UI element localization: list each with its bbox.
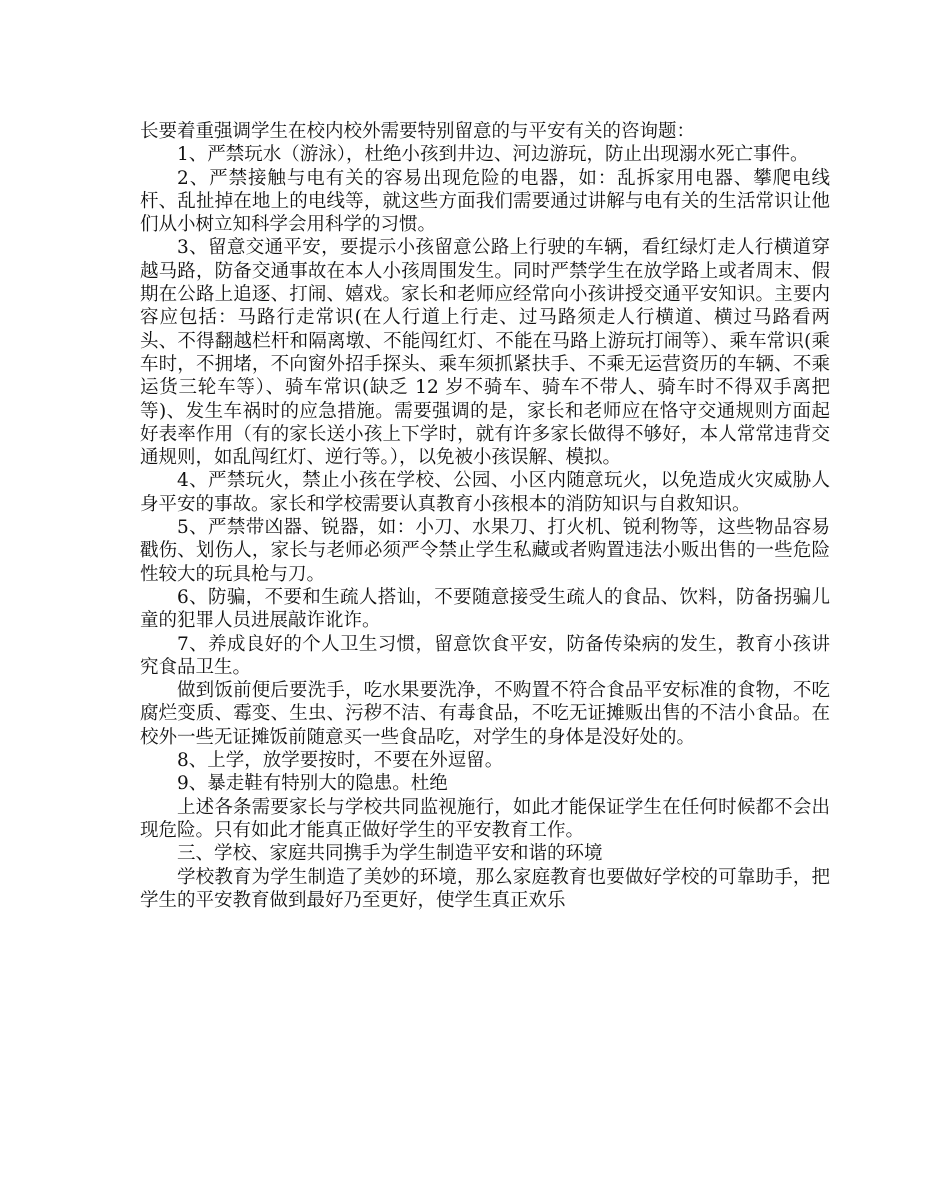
paragraph-item-4: 4、严禁玩火，禁止小孩在学校、公园、小区内随意玩火，以免造成火灾威胁人身平安的事故。家长和学校需要认真教育小孩根本的消防知识与自救知识。 bbox=[140, 470, 830, 515]
paragraph-item-7: 7、养成良好的个人卫生习惯，留意饮食平安，防备传染病的发生，教育小孩讲究食品卫生。 bbox=[140, 633, 830, 678]
document-body bbox=[140, 120, 830, 912]
paragraph-item-1: 1、严禁玩水（游泳），杜绝小孩到井边、河边游玩，防止出现溺水死亡事件。 bbox=[177, 144, 809, 166]
paragraph-food-hygiene: 做到饭前便后要洗手，吃水果要洗净，不购置不符合食品平安标准的食物，不吃腐烂变质、霉变、生虫、污秽不洁、有毒食品，不吃无证摊贩出售的不洁小食品。在校外一些无证摊饭前随意买一些食品吃，对学生的身体是没好处的。 bbox=[140, 680, 830, 748]
paragraph-summary: 上述各条需要家长与学校共同监视施行，如此才能保证学生在任何时候都不会出现危险。只有如此才能真正做好学生的平安教育工作。 bbox=[140, 796, 830, 841]
paragraph-item-6: 6、防骗，不要和生疏人搭讪，不要随意接受生疏人的食品、饮料，防备拐骗儿童的犯罪人员进展敲诈讹诈。 bbox=[140, 586, 830, 632]
paragraph-closing: 学校教育为学生制造了美妙的环境，那么家庭教育也要做好学校的可靠助手，把学生的平安教育做到最好乃至更好，使学生真正欢乐 bbox=[140, 866, 830, 911]
paragraph-item-5: 5、严禁带凶器、锐器，如：小刀、水果刀、打火机、锐利物等，这些物品容易戳伤、划伤人，家长与老师必须严令禁止学生私藏或者购置违法小贩出售的一些危险性较大的玩具枪与刀。 bbox=[140, 517, 830, 585]
paragraph-item-3: 3、留意交通平安，要提示小孩留意公路上行驶的车辆，看红绿灯走人行横道穿越马路，防备交通事故在本人小孩周围发生。同时严禁学生在放学路上或者周末、假期在公路上追逐、打闹、嬉戏。家长和老师应经常向小孩讲授交通平安知识。主要内容应包括：马路行走常识(在人行道上行走、过马路须走人行横道、横过马路看两头、不得翻越栏杆和隔离墩、不能闯红灯、不能在马路上游玩打闹等）、乘车常识(乘车时，不拥堵，不向窗外招手探头、乘车须抓紧扶手、不乘无运营资历的车辆、不乘运货三轮车等）、骑车常识(缺乏 12 岁不骑车、骑车不带人、骑车时不得双手离把等)、发生车祸时的应急措施。需要强调的是，家长和老师应在恪守交通规则方面起好表率作用（有的家长送小孩上下学时，就有许多家长做得不够好，本人常常违背交通规则，如乱闯红灯、逆行等。），以免被小孩误解、模拟。 bbox=[140, 237, 830, 469]
paragraph-item-9: 9、暴走鞋有特别大的隐患。杜绝 bbox=[177, 773, 448, 795]
paragraph-intro: 长要着重强调学生在校内校外需要特别留意的与平安有关的咨询题： bbox=[140, 121, 696, 142]
paragraph-item-2: 2、严禁接触与电有关的容易出现危险的电器，如：乱拆家用电器、攀爬电线杆、乱扯掉在地上的电线等，就这些方面我们需要通过讲解与电有关的生活常识让他们从小树立知科学会用科学的习惯。 bbox=[140, 167, 830, 236]
section-heading-3: 三、学校、家庭共同携手为学生制造平安和谐的环境 bbox=[177, 843, 603, 865]
paragraph-item-8: 8、上学，放学要按时，不要在外逗留。 bbox=[177, 750, 504, 772]
